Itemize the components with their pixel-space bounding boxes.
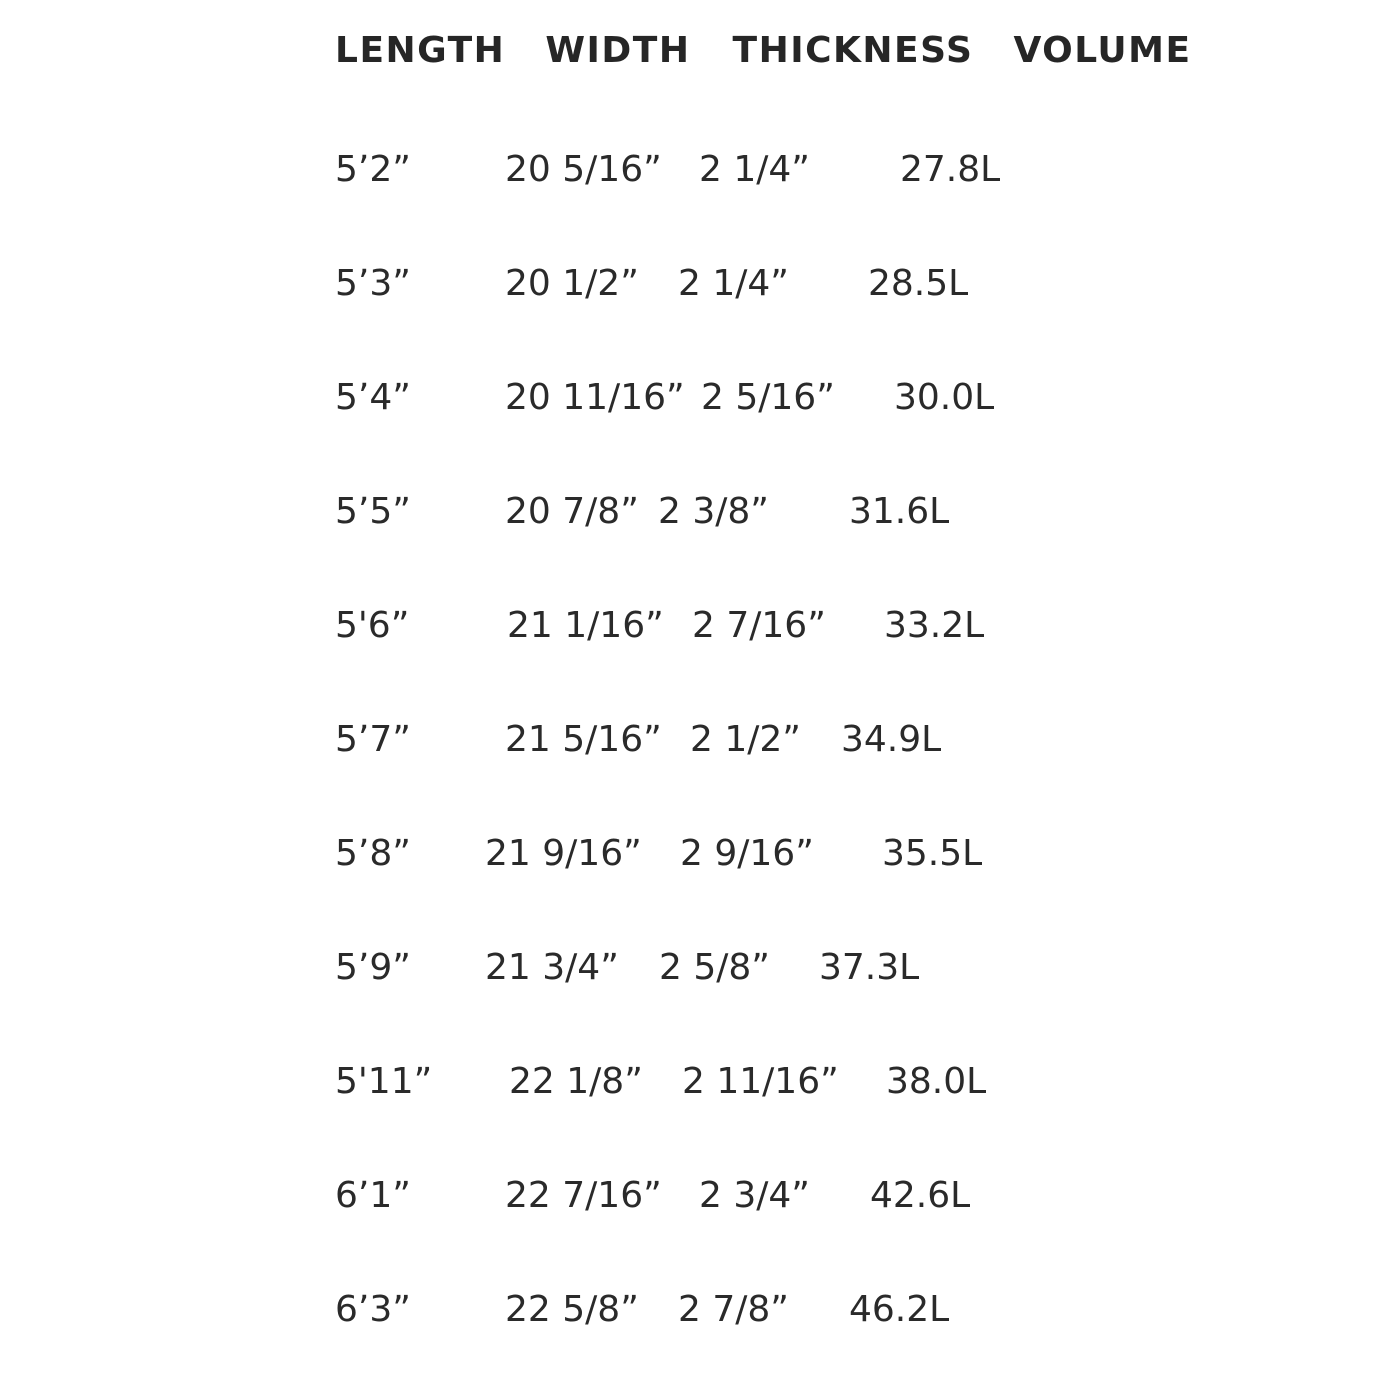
cell-volume: 30.0L — [894, 377, 995, 418]
cell-thickness: 2 1/2” — [690, 719, 801, 760]
cell-thickness: 2 9/16” — [680, 833, 814, 874]
cell-length: 5’5” — [335, 491, 411, 532]
table-row — [0, 601, 1400, 651]
cell-volume: 27.8L — [900, 149, 1001, 190]
table-row — [0, 1057, 1400, 1107]
table-row — [0, 1285, 1400, 1335]
cell-width: 22 7/16” — [505, 1175, 662, 1216]
cell-volume: 33.2L — [884, 605, 985, 646]
header-volume: VOLUME — [1013, 30, 1192, 71]
table-row — [0, 487, 1400, 537]
table-row — [0, 1171, 1400, 1221]
header-thickness: THICKNESS — [732, 30, 974, 71]
cell-length: 5'6” — [335, 605, 410, 646]
cell-thickness: 2 3/8” — [658, 491, 769, 532]
cell-length: 5’2” — [335, 149, 411, 190]
cell-width: 21 9/16” — [485, 833, 642, 874]
cell-width: 20 5/16” — [505, 149, 662, 190]
header-length: LENGTH — [335, 30, 506, 71]
table-row — [0, 259, 1400, 309]
table-row — [0, 715, 1400, 765]
table-row — [0, 829, 1400, 879]
cell-length: 5'11” — [335, 1061, 433, 1102]
table-row — [0, 373, 1400, 423]
cell-length: 5’8” — [335, 833, 411, 874]
cell-length: 5’9” — [335, 947, 411, 988]
cell-volume: 46.2L — [849, 1289, 950, 1330]
cell-volume: 42.6L — [870, 1175, 971, 1216]
cell-volume: 31.6L — [849, 491, 950, 532]
cell-length: 5’3” — [335, 263, 411, 304]
header-width: WIDTH — [545, 30, 691, 71]
cell-thickness: 2 7/16” — [692, 605, 826, 646]
cell-length: 6’3” — [335, 1289, 411, 1330]
cell-width: 20 1/2” — [505, 263, 639, 304]
cell-volume: 35.5L — [882, 833, 983, 874]
cell-volume: 37.3L — [819, 947, 920, 988]
cell-width: 22 1/8” — [509, 1061, 643, 1102]
cell-length: 5’4” — [335, 377, 411, 418]
cell-width: 22 5/8” — [505, 1289, 639, 1330]
cell-volume: 34.9L — [841, 719, 942, 760]
cell-width: 20 11/16” — [505, 377, 685, 418]
table-row — [0, 943, 1400, 993]
cell-thickness: 2 1/4” — [678, 263, 789, 304]
cell-thickness: 2 3/4” — [699, 1175, 810, 1216]
cell-thickness: 2 1/4” — [699, 149, 810, 190]
cell-length: 6’1” — [335, 1175, 411, 1216]
cell-thickness: 2 7/8” — [678, 1289, 789, 1330]
cell-length: 5’7” — [335, 719, 411, 760]
cell-width: 20 7/8” — [505, 491, 639, 532]
cell-volume: 28.5L — [868, 263, 969, 304]
cell-width: 21 5/16” — [505, 719, 662, 760]
table-row — [0, 145, 1400, 195]
cell-width: 21 1/16” — [507, 605, 664, 646]
cell-width: 21 3/4” — [485, 947, 619, 988]
cell-thickness: 2 5/8” — [659, 947, 770, 988]
cell-thickness: 2 5/16” — [701, 377, 835, 418]
table-header — [335, 30, 1192, 71]
cell-volume: 38.0L — [886, 1061, 987, 1102]
cell-thickness: 2 11/16” — [682, 1061, 839, 1102]
